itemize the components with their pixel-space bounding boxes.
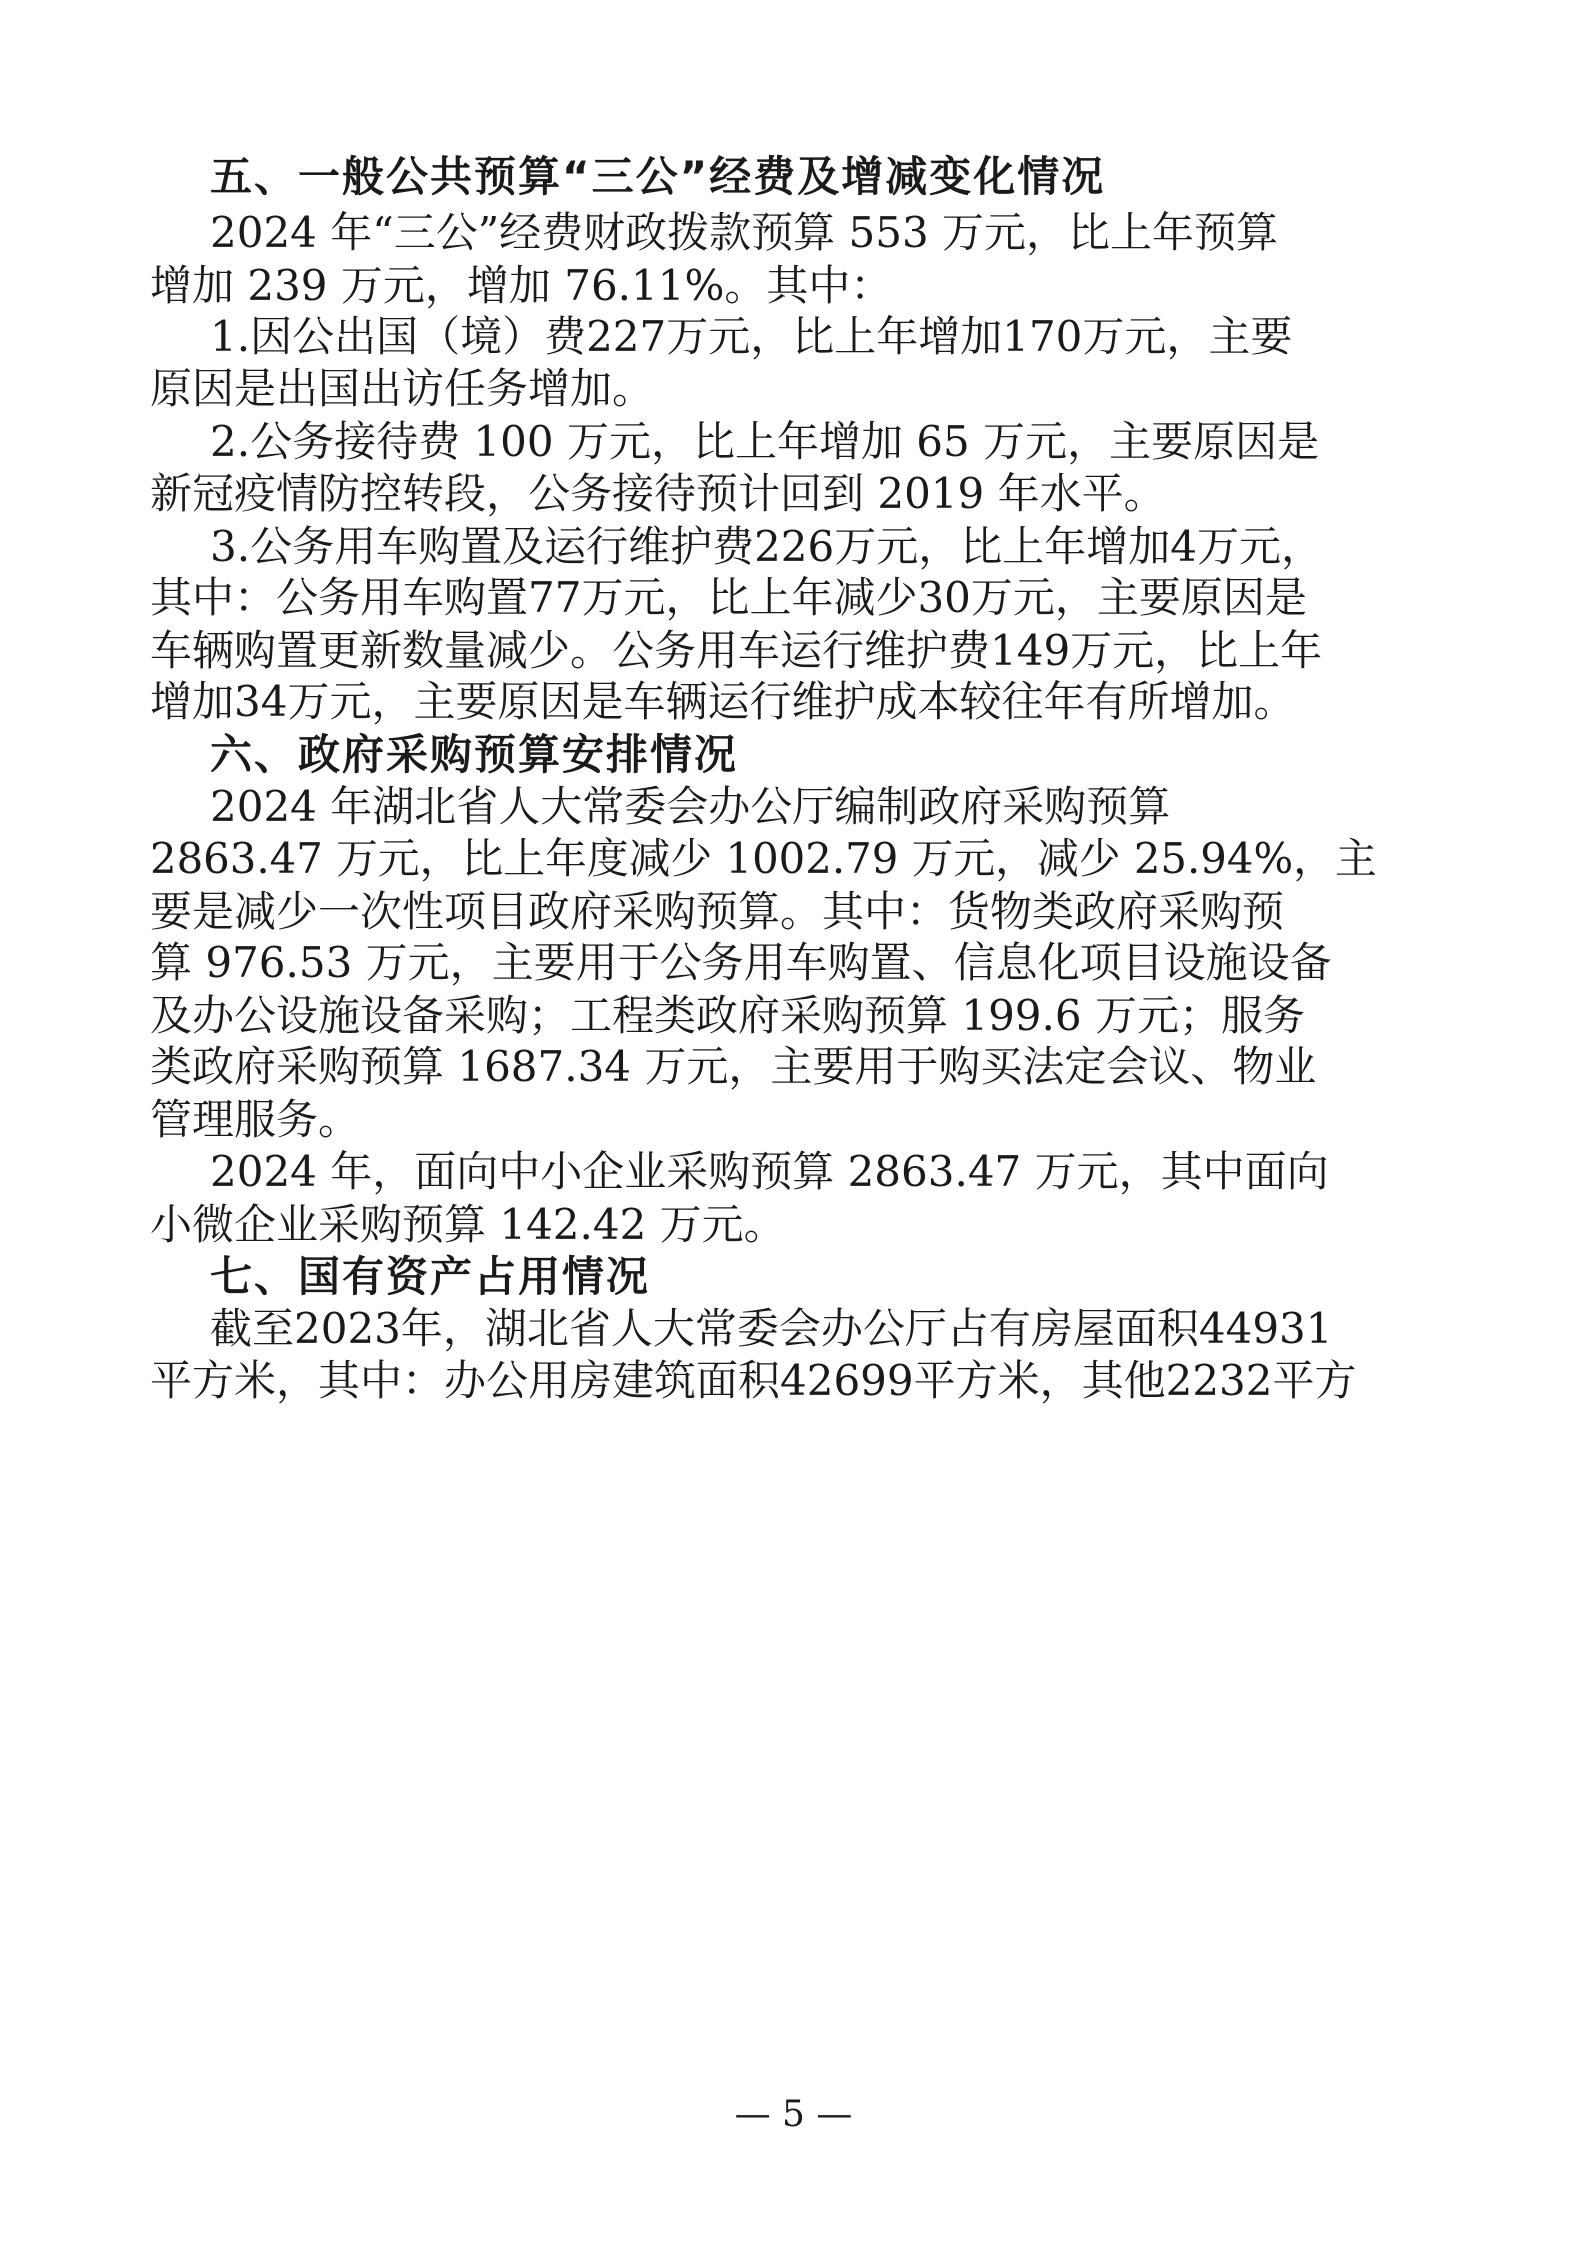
paragraph-line: 要是减少一次性项目政府采购预算。其中：货物类政府采购预	[150, 887, 1285, 936]
section-heading: 七、国有资产占用情况	[210, 1252, 651, 1301]
paragraph-line: 及办公设施设备采购；工程类政府采购预算 199.6 万元；服务	[150, 991, 1305, 1040]
paragraph-line: 2024 年湖北省人大常委会办公厅编制政府采购预算	[210, 782, 1171, 831]
paragraph-line: 增加 239 万元，增加 76.11%。其中：	[150, 261, 893, 310]
paragraph-line: 新冠疫情防控转段，公务接待预计回到 2019 年水平。	[150, 469, 1166, 518]
paragraph-line: 其中：公务用车购置77万元，比上年减少30万元，主要原因是	[150, 573, 1307, 622]
paragraph-line: 类政府采购预算 1687.34 万元，主要用于购买法定会议、物业	[150, 1042, 1317, 1091]
paragraph-line: 平方米，其中：办公用房建筑面积42699平方米，其他2232平方	[150, 1356, 1357, 1405]
paragraph-line: 车辆购置更新数量减少。公务用车运行维护费149万元，比上年	[150, 626, 1323, 675]
paragraph-line: 小微企业采购预算 142.42 万元。	[150, 1200, 786, 1249]
paragraph-line: 2024 年“三公”经费财政拨款预算 553 万元，比上年预算	[210, 208, 1279, 257]
paragraph-line: 3.公务用车购置及运行维护费226万元，比上年增加4万元，	[210, 522, 1323, 571]
paragraph-line: 1.因公出国（境）费227万元，比上年增加170万元，主要	[210, 312, 1293, 361]
paragraph-line: 算 976.53 万元，主要用于公务用车购置、信息化项目设施设备	[150, 938, 1332, 987]
paragraph-line: 截至2023年，湖北省人大常委会办公厅占有房屋面积44931	[210, 1304, 1333, 1353]
section-heading: 五、一般公共预算“三公”经费及增减变化情况	[210, 152, 1106, 201]
paragraph-line: 2024 年，面向中小企业采购预算 2863.47 万元，其中面向	[210, 1147, 1329, 1196]
paragraph-line: 增加34万元，主要原因是车辆运行维护成本较往年有所增加。	[150, 677, 1296, 726]
paragraph-line: 2.公务接待费 100 万元，比上年增加 65 万元，主要原因是	[210, 417, 1320, 466]
page-number: — 5 —	[734, 2094, 853, 2135]
section-heading: 六、政府采购预算安排情况	[210, 730, 739, 779]
paragraph-line: 管理服务。	[150, 1095, 361, 1144]
paragraph-line: 原因是出国出访任务增加。	[150, 364, 655, 413]
paragraph-line: 2863.47 万元，比上年度减少 1002.79 万元，减少 25.94%，主	[150, 834, 1377, 883]
